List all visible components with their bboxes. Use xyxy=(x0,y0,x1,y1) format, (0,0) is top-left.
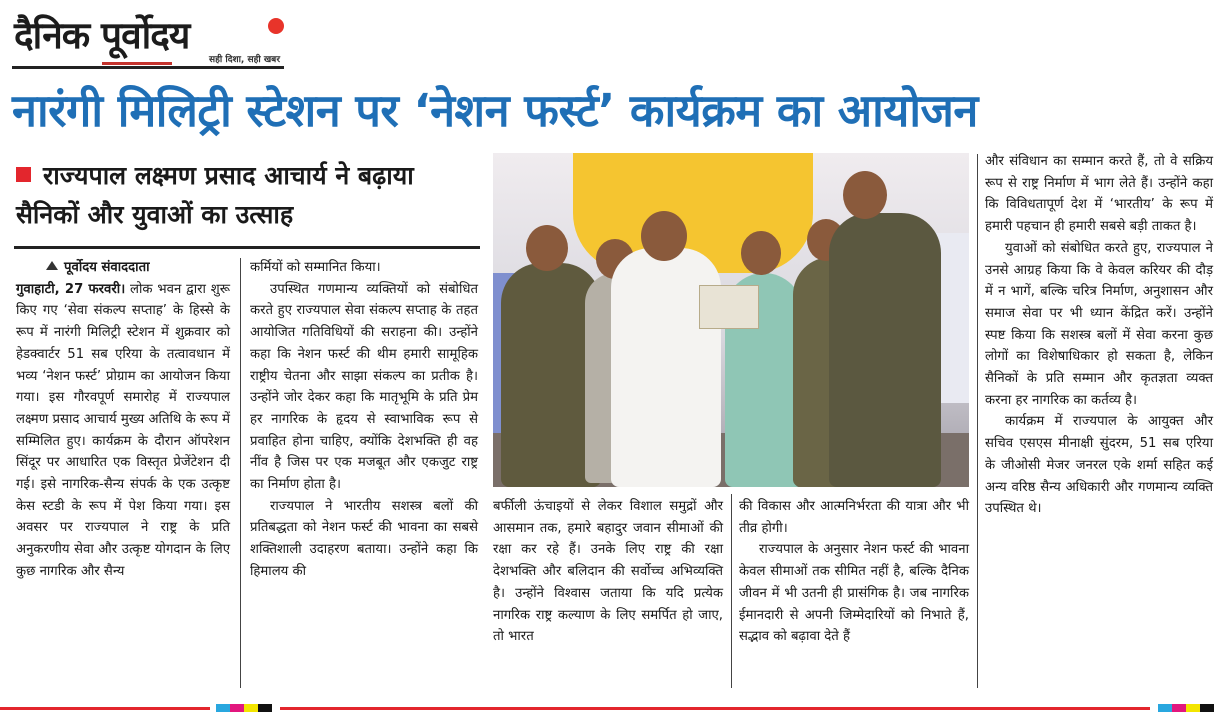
article-paragraph: उपस्थित गणमान्य व्यक्तियों को संबोधित करते हुए राज्यपाल सेवा संकल्प सप्ताह के तहत आयोजित गतिविधियों की सराहना की। उन्होंने कहा कि नेशन फर्स्ट की थीम हमारी सामूहिक राष्ट्रीय चेतना और साझा संकल्प का प्रतीक है। उन्होंने जोर देकर कहा कि मातृभूमि के प्रति प्रेम हर नागरिक के हृदय से स्वाभाविक रूप से प्रवाहित होना चाहिए, क्योंकि देशभक्ति ही वह नींव है जिस पर एक मजबूत और एकजुट राष्ट्र का निर्माण होता है। xyxy=(250,281,478,493)
paragraph-text: लोक भवन द्वारा शुरू किए गए ‘सेवा संकल्प सप्ताह’ के हिस्से के रूप में नारंगी मिलिट्री स्टेशन में शुक्रवार को हेडक्वार्टर 51 सब एरिया के तत्वावधान में भव्य ‘नेशन फर्स्ट’ प्रोग्राम का आयोजन किया गया। इस गौरवपूर्ण समारोह में राज्यपाल लक्ष्मण प्रसाद आचार्य मुख्य अतिथि के रूप में सम्मिलित हुए। कार्यक्रम के दौरान ऑपरेशन सिंदूर पर आधारित एक विस्तृत प्रेजेंटेशन दी गई। इसे नागरिक-सैन्य संपर्क के एक उत्कृष्ट केस स्टडी के रूप में पेश किया गया। इस अवसर पर राज्यपाल ने राष्ट्र के प्रति अनुकरणीय सेवा और उत्कृष्ट योगदान के लिए कुछ नागरिक और सैन्य xyxy=(16,281,230,579)
byline-text: पूर्वोदय संवाददाता xyxy=(64,260,150,275)
masthead-accent-bar xyxy=(102,62,172,65)
registration-mark-black xyxy=(258,704,272,712)
article-paragraph: की विकास और आत्मनिर्भरता की यात्रा और भी तीव्र होगी। xyxy=(739,499,969,536)
bullet-square-icon xyxy=(16,167,31,182)
photo-figure-head xyxy=(843,171,887,219)
byline-triangle-icon xyxy=(46,261,58,270)
subheadline xyxy=(16,156,478,234)
event-photo xyxy=(493,153,969,487)
column-divider xyxy=(977,154,978,688)
column-divider xyxy=(731,494,732,688)
bottom-rule-left xyxy=(0,707,210,710)
registration-mark-cyan xyxy=(1158,704,1172,712)
photo-figure-governor xyxy=(611,248,721,487)
registration-mark-black xyxy=(1200,704,1214,712)
article-paragraph: राज्यपाल के अनुसार नेशन फर्स्ट की भावना केवल सीमाओं तक सीमित नहीं है, बल्कि दैनिक जीवन में भी उतनी ही प्रासंगिक है। जब नागरिक ईमानदारी से अपनी जिम्मेदारियों को निभाते हैं, सद्भाव को बढ़ावा देते हैं xyxy=(739,542,969,645)
article-paragraph xyxy=(16,279,230,583)
article-paragraph: और संविधान का सम्मान करते हैं, तो वे सक्रिय रूप से राष्ट्र निर्माण में भाग लेते हैं। उन्होंने कहा कि विविधतापूर्ण देश में ‘भारतीय’ के रूप में हमारी पहचान ही हमारी सबसे बड़ी ताकत है। xyxy=(985,154,1213,235)
registration-mark-cyan xyxy=(216,704,230,712)
photo-figure-head xyxy=(641,211,687,261)
dateline: गुवाहाटी, 27 फरवरी। xyxy=(16,281,126,297)
masthead xyxy=(12,6,284,72)
registration-mark-yellow xyxy=(1186,704,1200,712)
article-paragraph: युवाओं को संबोधित करते हुए, राज्यपाल ने उनसे आग्रह किया कि वे केवल करियर की दौड़ में न भागें, बल्कि चरित्र निर्माण, अनुशासन और समाज सेवा पर भी ध्यान केंद्रित करें। उन्होंने स्पष्ट किया कि सशस्त्र बलों में सेवा करना कुछ लोगों का विशेषाधिकार हो सकता है, लेकिन सैनिकों के प्रति सम्मान और कृतज्ञता व्यक्त करना हर नागरिक का कर्तव्य है। xyxy=(985,240,1213,408)
column-divider xyxy=(240,258,241,688)
registration-mark-magenta xyxy=(1172,704,1186,712)
article-column-5 xyxy=(985,151,1213,520)
registration-mark-yellow xyxy=(244,704,258,712)
masthead-tagline: सही दिशा, सही खबर xyxy=(209,55,280,65)
masthead-logo-dot xyxy=(268,18,284,34)
article-paragraph: कार्यक्रम में राज्यपाल के आयुक्त और सचिव एसएस मीनाक्षी सुंदरम, 51 सब एरिया के जीओसी मेजर जनरल एके शर्मा सहित कई अन्य वरिष्ठ सैन्य अधिकारी और गणमान्य व्यक्ति उपस्थित थे। xyxy=(985,414,1213,517)
article-column-2 xyxy=(250,257,478,583)
byline xyxy=(16,257,230,279)
article-paragraph: राज्यपाल ने भारतीय सशस्त्र बलों की प्रतिबद्धता को नेशन फर्स्ट की भावना का सबसे शक्तिशाली उदाहरण बताया। उन्होंने कहा कि हिमालय की xyxy=(250,498,478,579)
photo-memento xyxy=(699,285,759,329)
photo-figure-soldier-right xyxy=(829,213,941,487)
article-column-3 xyxy=(493,496,723,648)
article-column-1 xyxy=(16,257,230,583)
article-column-4 xyxy=(739,496,969,648)
subheadline-text: राज्यपाल लक्ष्मण प्रसाद आचार्य ने बढ़ाया सैनिकों और युवाओं का उत्साह xyxy=(16,161,414,229)
photo-figure-head xyxy=(741,231,781,275)
registration-mark-magenta xyxy=(230,704,244,712)
photo-figure-head xyxy=(526,225,568,271)
newspaper-name: दैनिक पूर्वोदय xyxy=(14,14,190,57)
bottom-rule-right xyxy=(280,707,1150,710)
masthead-rule xyxy=(12,66,284,69)
article-paragraph: कर्मियों को सम्मानित किया। xyxy=(250,260,381,275)
article-paragraph: बर्फीली ऊंचाइयों से लेकर विशाल समुद्रों और आसमान तक, हमारे बहादुर जवान सीमाओं की रक्षा कर रहे हैं। उनके लिए राष्ट्र की रक्षा देशभक्ति और बलिदान की सर्वोच्च अभिव्यक्ति है। उन्होंने विश्वास जताया कि यदि प्रत्येक नागरिक राष्ट्र कल्याण के लिए समर्पित हो जाए, तो भारत xyxy=(493,499,723,645)
headline: नारंगी मिलिट्री स्टेशन पर ‘नेशन फर्स्ट’ कार्यक्रम का आयोजन xyxy=(12,84,978,137)
subheadline-rule xyxy=(14,246,480,249)
